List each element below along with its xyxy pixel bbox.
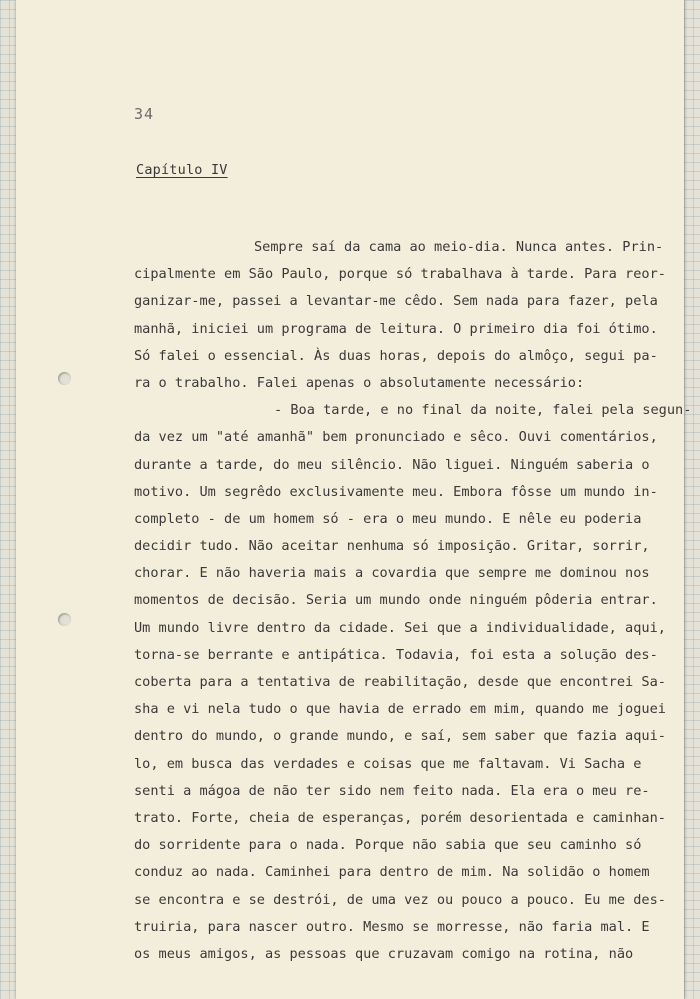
text-line: motivo. Um segrêdo exclusivamente meu. Embora fôsse um mundo in- xyxy=(134,483,658,500)
text-line: Sempre saí da cama ao meio-dia. Nunca antes. Prin- xyxy=(254,239,664,255)
text-line: Só falei o essencial. Às duas horas, depois do almôço, segui pa- xyxy=(134,347,658,364)
text-line: da vez um "até amanhã" bem pronunciado e sêco. Ouvi comentários, xyxy=(134,429,658,446)
text-line: cipalmente em São Paulo, porque só trabalhava à tarde. Para reor- xyxy=(134,266,666,283)
text-line: torna-se berrante e antipática. Todavia, foi esta a solução des- xyxy=(134,646,658,663)
text-line: completo - de um homem só - era o meu mundo. E nêle eu poderia xyxy=(134,510,642,527)
text-line: ganizar-me, passei a levantar-me cêdo. Sem nada para fazer, pela xyxy=(134,293,658,310)
punch-hole-top xyxy=(58,372,71,385)
chapter-title: Capítulo IV xyxy=(136,162,228,178)
page-number: 34 xyxy=(134,105,155,123)
punch-hole-bottom xyxy=(58,613,71,626)
text-line: durante a tarde, do meu silêncio. Não liguei. Ninguém saberia o xyxy=(134,456,650,473)
text-line: - Boa tarde, e no final da noite, falei pela segun- xyxy=(274,402,692,419)
typed-page xyxy=(16,0,692,999)
text-line: dentro do mundo, o grande mundo, e saí, sem saber que fazia aqui- xyxy=(134,728,666,745)
text-line: Um mundo livre dentro da cidade. Sei que a individualidade, aqui, xyxy=(134,619,666,636)
text-line: conduz ao nada. Caminhei para dentro de mim. Na solidão o homem xyxy=(134,864,650,881)
text-line: trato. Forte, cheia de esperanças, porém desorientada e caminhan- xyxy=(134,809,666,826)
text-line: os meus amigos, as pessoas que cruzavam comigo na rotina, não xyxy=(134,945,634,962)
text-line: lo, em busca das verdades e coisas que me faltavam. Vi Sacha e xyxy=(134,755,642,772)
text-line: se encontra e se destrói, de uma vez ou pouco a pouco. Eu me des- xyxy=(134,891,666,908)
text-line: coberta para a tentativa de reabilitação, desde que encontrei Sa- xyxy=(134,674,666,690)
text-line: manhã, iniciei um programa de leitura. O primeiro dia foi ótimo. xyxy=(134,320,658,337)
text-line: chorar. E não haveria mais a covardia que sempre me dominou nos xyxy=(134,565,650,582)
body-text xyxy=(134,234,692,968)
text-line: ra o trabalho. Falei apenas o absolutamente necessário: xyxy=(134,374,585,391)
text-line: momentos de decisão. Seria um mundo onde ninguém pôderia entrar. xyxy=(134,592,658,609)
text-line: sha e vi nela tudo o que havia de errado em mim, quando me joguei xyxy=(134,701,666,718)
text-line: do sorridente para o nada. Porque não sabia que seu caminho só xyxy=(134,837,642,854)
text-line: senti a mágoa de não ter sido nem feito nada. Ela era o meu re- xyxy=(134,782,650,799)
text-line: decidir tudo. Não aceitar nenhuma só imposição. Gritar, sorrir, xyxy=(134,538,650,555)
text-line: truiria, para nascer outro. Mesmo se morresse, não faria mal. E xyxy=(134,918,650,935)
